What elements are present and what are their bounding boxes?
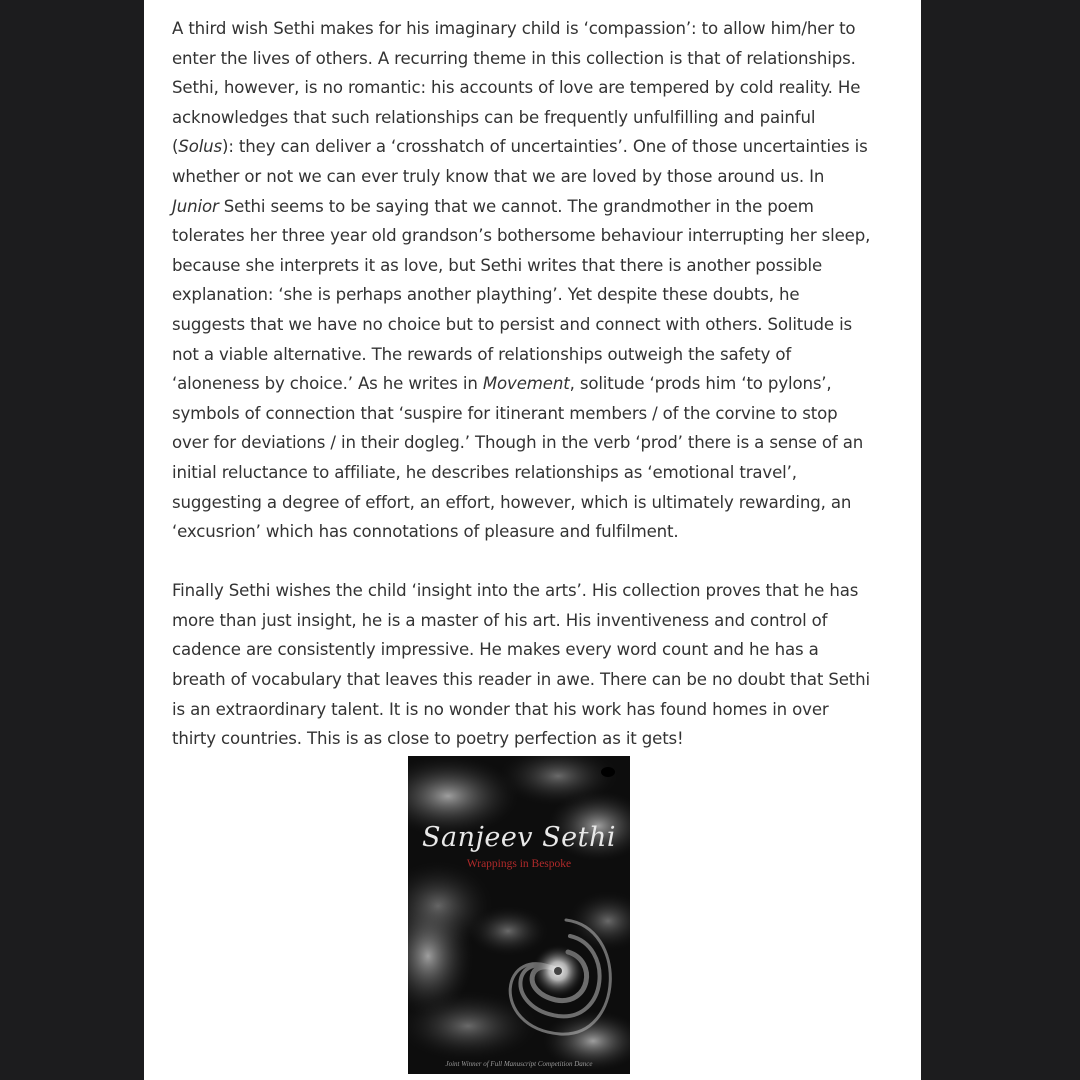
- article-page: [144, 0, 921, 1080]
- review-article: [172, 14, 872, 754]
- cover-award-line: Joint Winner of Full Manuscript Competition Dance: [445, 1060, 593, 1068]
- paragraph-text: , solitude ‘prods him ‘to pylons’, symbols of connection that ‘suspire for itinerant members / of the corvine to stop over for deviations / in their dogleg.’ Though in the verb ‘prod’ there is a sense of an initial reluctance to affiliate, he describes relationships as ‘emotional travel’, suggesting a degree of effort, an effort, however, which is ultimately rewarding, an ‘excusrion’ which has connotations of pleasure and fulfilment.: [172, 374, 864, 542]
- cover-book-title: Wrappings in Bespoke: [466, 858, 572, 870]
- poem-title-movement: Movement: [482, 374, 570, 394]
- storm-clouds-artwork: [408, 756, 630, 1074]
- paragraph-text: A third wish Sethi makes for his imaginary child is ‘compassion’: to allow him/her to enter the lives of others. A recurring theme in this collection is that of relationships. Sethi, however, is no romantic: his accounts of love are tempered by cold reality. He acknowledges that such relationships can be frequently unfulfilling and painful (: [172, 19, 861, 157]
- book-cover-image[interactable]: [408, 756, 630, 1074]
- paragraph-text: Sethi seems to be saying that we cannot. The grandmother in the poem tolerates her three year old grandson’s bothersome behaviour interrupting her sleep, because she interprets it as love, but Sethi writes that there is another possible explanation: ‘she is perhaps another plaything’. Yet despite these doubts, he suggests that we have no choice but to persist and connect with others. Solitude is not a viable alternative. The rewards of relationships outweigh the safety of ‘aloneness by choice.’ As he writes in: [172, 196, 871, 394]
- cover-author-name: Sanjeev Sethi: [422, 822, 616, 853]
- paragraph-relationships: [172, 14, 872, 547]
- paragraph-text: ): they can deliver a ‘crosshatch of uncertainties’. One of those uncertainties is whether or not we can ever truly know that we are loved by those around us. In: [172, 137, 868, 186]
- poem-title-solus: Solus: [178, 137, 223, 157]
- paragraph-arts: Finally Sethi wishes the child ‘insight into the arts’. His collection proves that he has more than just insight, he is a master of his art. His inventiveness and control of cadence are consistently impressive. He makes every word count and he has a breath of vocabulary that leaves this reader in awe. There can be no doubt that Sethi is an extraordinary talent. It is no wonder that his work has found homes in over thirty countries. This is as close to poetry perfection as it gets!: [172, 581, 870, 749]
- poem-title-junior: Junior: [172, 196, 219, 216]
